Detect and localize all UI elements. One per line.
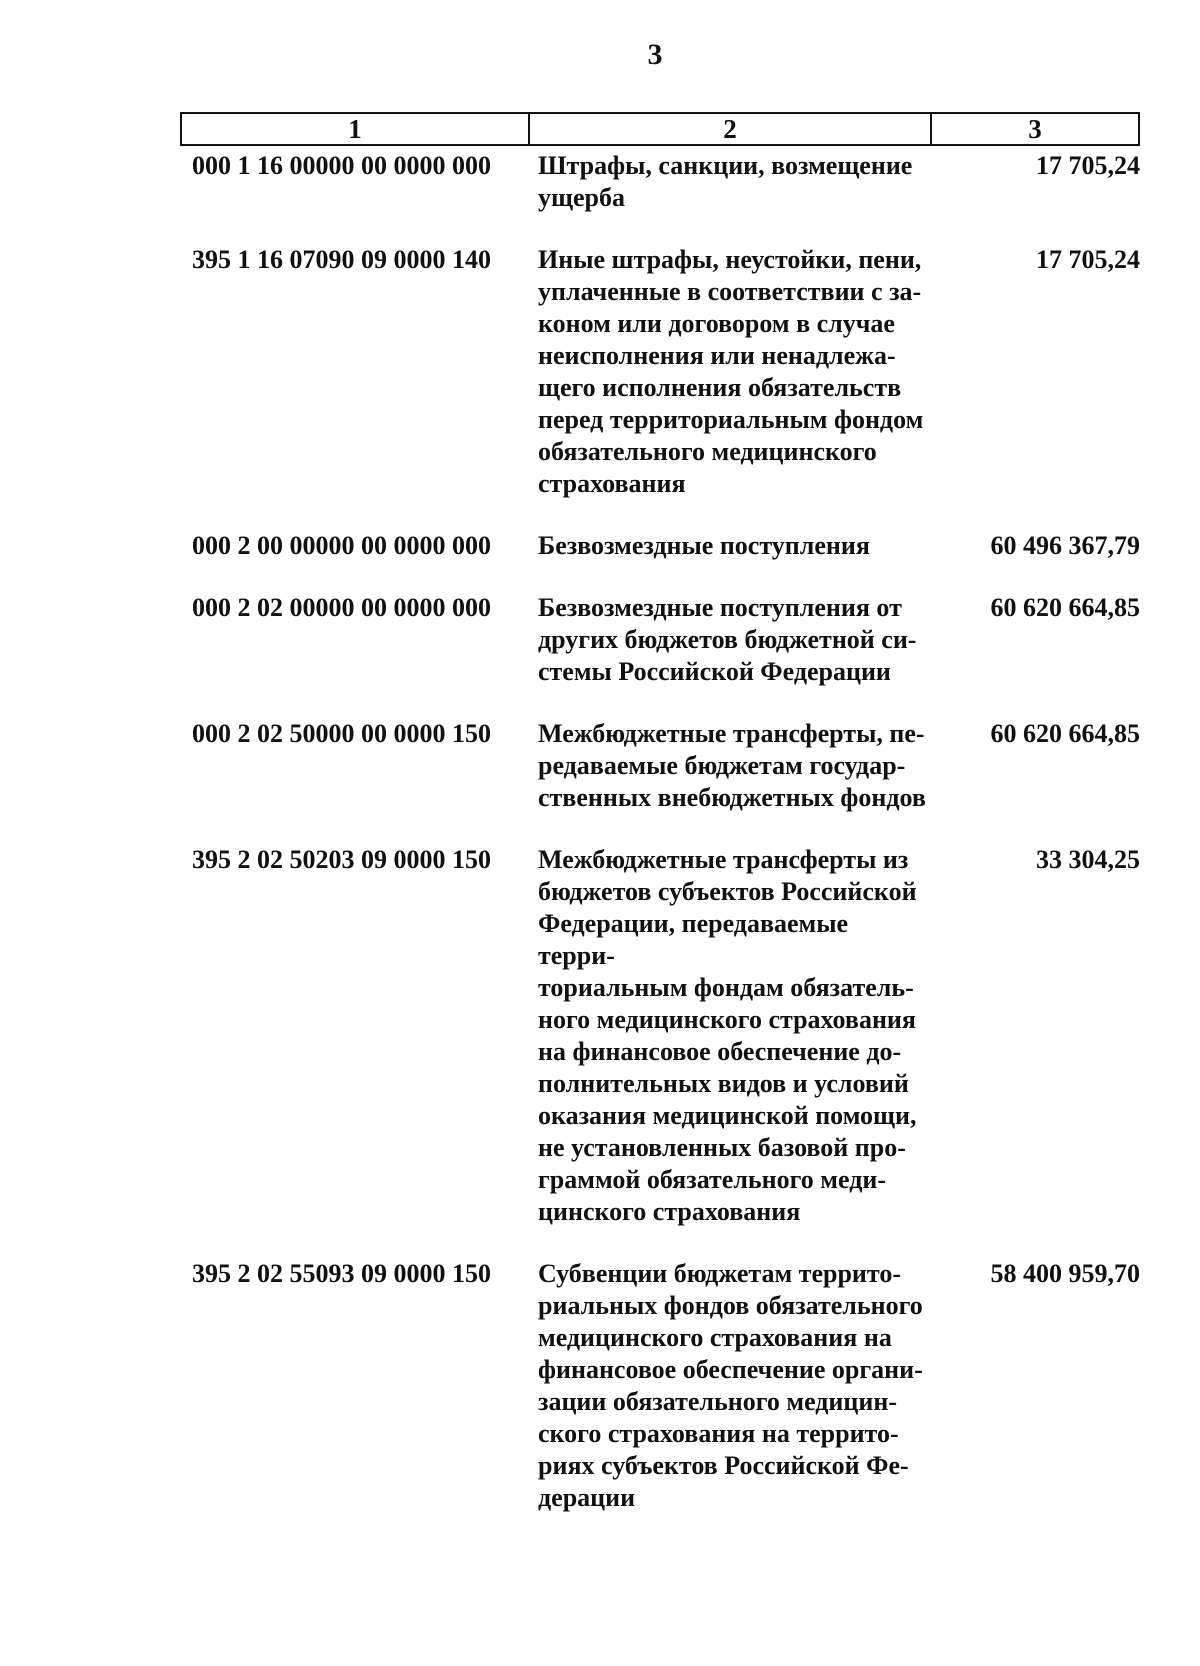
table-row (180, 718, 1140, 814)
table-row (180, 530, 1140, 562)
table-row (180, 244, 1140, 500)
row-description: Межбюджетные трансферты из бюджетов субъектов Российской Федерации, передаваемые терри- ториальным фондам обязатель- ного медицинского страхования на финансовое обеспечение до- полнительных видов и условий оказания медицинской помощи, не установленных базовой про- граммой обязательного меди- цинского страхования (538, 845, 917, 1226)
row-code: 395 2 02 50203 09 0000 150 (192, 845, 491, 874)
table-row (180, 150, 1140, 214)
row-amount: 17 705,24 (1036, 151, 1140, 180)
row-description: Штрафы, санкции, возмещение ущерба (538, 151, 913, 212)
row-amount: 60 620 664,85 (990, 593, 1140, 622)
row-amount: 58 400 959,70 (990, 1259, 1140, 1288)
row-amount: 33 304,25 (1036, 845, 1140, 874)
row-description: Межбюджетные трансферты, пе- редаваемые бюджетам государ- ственных внебюджетных фондов (538, 719, 926, 812)
row-amount: 60 496 367,79 (990, 531, 1140, 560)
row-amount: 17 705,24 (1036, 245, 1140, 274)
table-header (180, 112, 1140, 146)
header-cell-description: 2 (530, 114, 932, 144)
table-row (180, 592, 1140, 688)
row-code: 000 2 02 50000 00 0000 150 (192, 719, 491, 748)
header-cell-amount: 3 (1028, 113, 1042, 144)
row-code: 395 2 02 55093 09 0000 150 (192, 1259, 491, 1288)
row-code: 395 1 16 07090 09 0000 140 (192, 245, 491, 274)
page-number: 3 (647, 38, 663, 71)
table-row (180, 844, 1140, 1228)
header-cell-code: 1 (182, 114, 530, 144)
table-body (180, 150, 1140, 1544)
table-row (180, 1258, 1140, 1514)
row-code: 000 1 16 00000 00 0000 000 (192, 151, 491, 180)
row-description: Иные штрафы, неустойки, пени, уплаченные в соответствии с за- коном или договором в случае неисполнения или ненадлежа- щего исполнения обязательств перед территориальным фондом обязательного медицинского страхования (538, 245, 924, 498)
row-code: 000 2 02 00000 00 0000 000 (192, 593, 491, 622)
row-description: Субвенции бюджетам террито- риальных фондов обязательного медицинского страхования на финансовое обеспечение органи- зации обязательного медицин- ского страхования на террито- риях субъектов Российской Фе- дерации (538, 1259, 923, 1512)
row-description: Безвозмездные поступления от других бюджетов бюджетной си- стемы Российской Федерации (538, 593, 917, 686)
row-amount: 60 620 664,85 (990, 719, 1140, 748)
row-code: 000 2 00 00000 00 0000 000 (192, 531, 491, 560)
row-description: Безвозмездные поступления (538, 531, 870, 560)
